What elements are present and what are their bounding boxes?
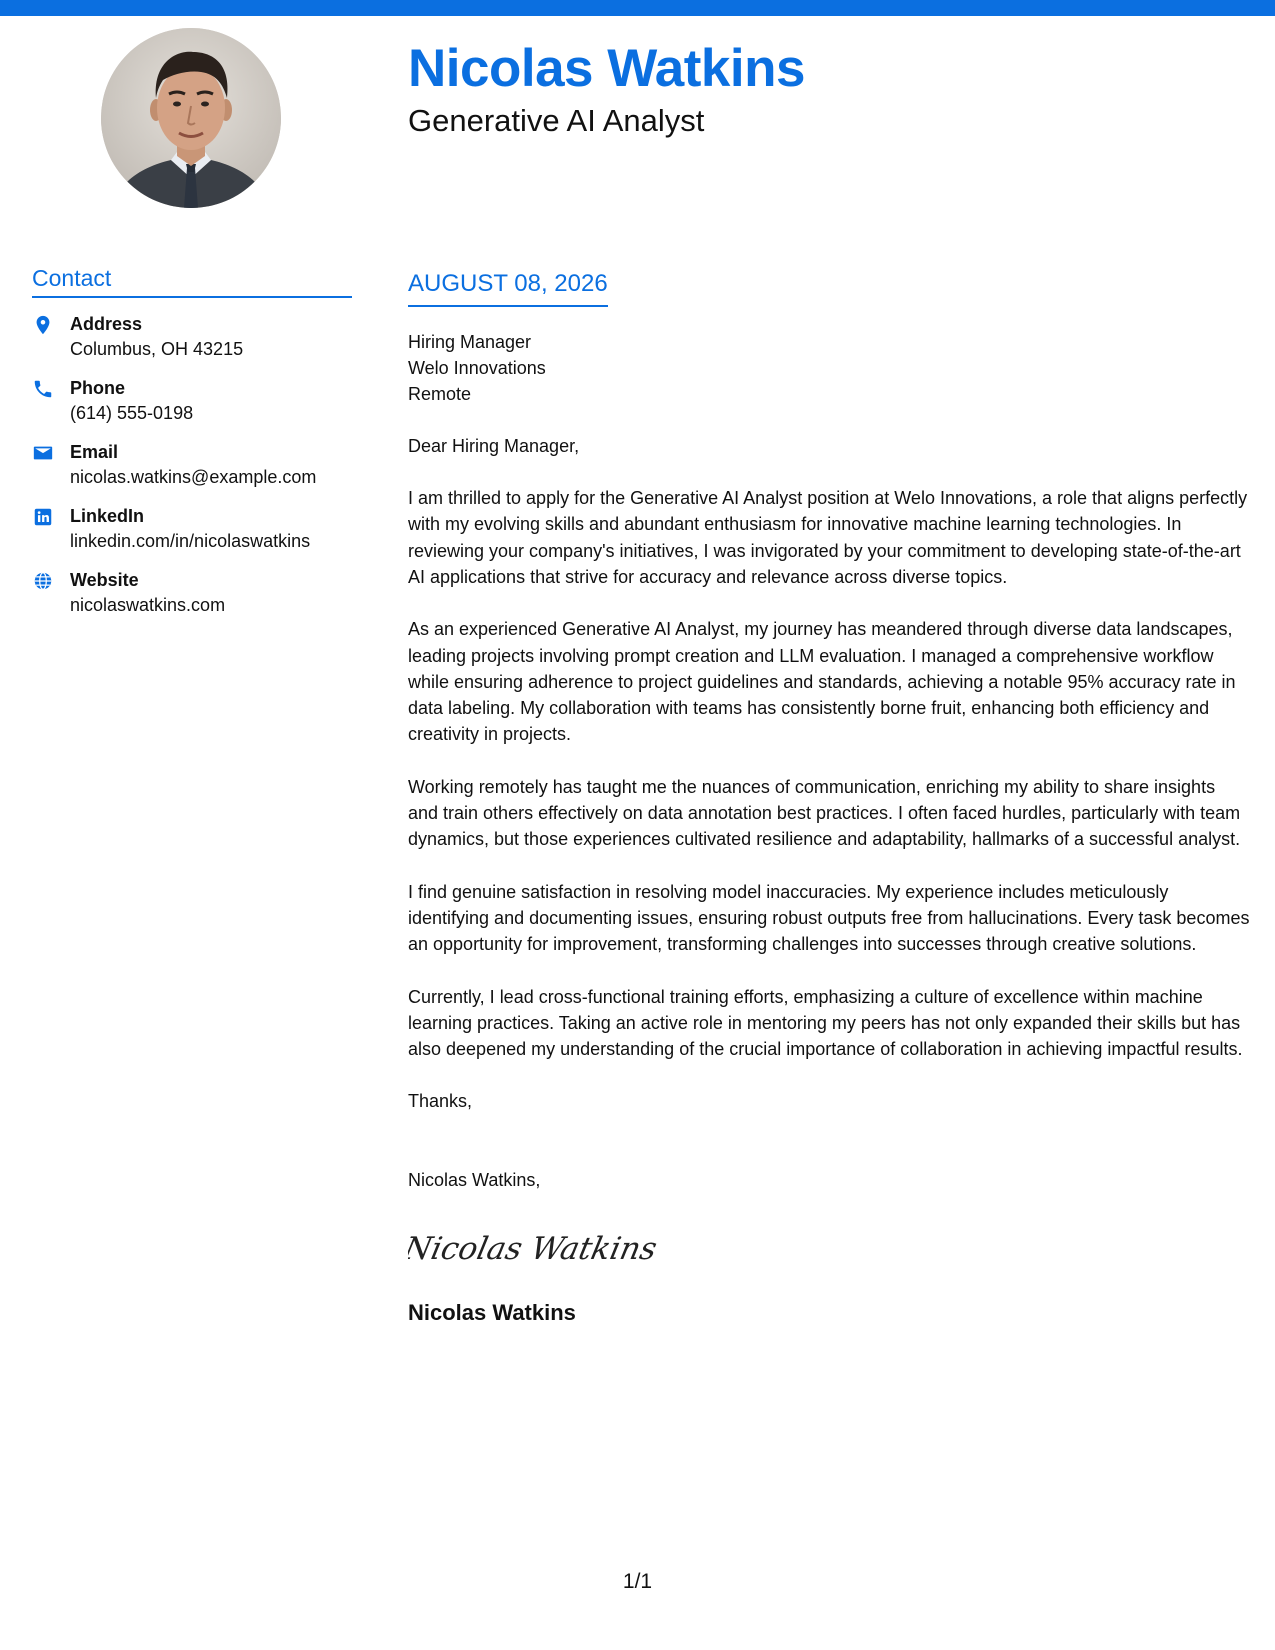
email-value[interactable]: nicolas.watkins@example.com (70, 466, 317, 487)
contact-website (32, 568, 352, 618)
recipient-line: Hiring Manager (408, 331, 532, 352)
contact-heading: Contact (32, 265, 352, 298)
contact-email (32, 440, 352, 490)
candidate-name: Nicolas Watkins (408, 39, 805, 98)
page-number: 1/1 (622, 1570, 653, 1593)
email-label: Email (70, 441, 119, 462)
website-label: Website (70, 569, 139, 590)
recipient-line: Remote (408, 383, 472, 404)
address-value: Columbus, OH 43215 (70, 338, 244, 359)
phone-label: Phone (70, 377, 126, 398)
phone-icon (32, 378, 54, 400)
letter-paragraph: Currently, I lead cross-functional training efforts, emphasizing a culture of excellence within machine learning practices. Taking an active role in mentoring my peers has not only expanded their skills but has also deepened my understanding of the crucial importance of collaboration in achieving impactful results. (408, 986, 1243, 1060)
letter-date: AUGUST 08, 2026 (408, 270, 608, 307)
website-value[interactable]: nicolaswatkins.com (70, 594, 226, 615)
letter-paragraph: Working remotely has taught me the nuances of communication, enriching my ability to share insights and train others effectively on data annotation best practices. I often faced hurdles, particularly with team dynamics, but those experiences cultivated resilience and adaptability, hallmarks of a successful analyst. (408, 776, 1241, 850)
contact-address (32, 312, 352, 362)
letter-paragraph: I find genuine satisfaction in resolving model inaccuracies. My experience includes meticulously identifying and documenting issues, ensuring robust outputs free from hallucinations. Every task becomes an opportunity for improvement, transforming challenges into successes through creative solutions. (408, 881, 1250, 955)
recipient-line: Welo Innovations (408, 357, 546, 378)
letter-paragraph: I am thrilled to apply for the Generative AI Analyst position at Welo Innovations, a role that aligns perfectly with my evolving skills and abundant enthusiasm for innovative machine learning technologies. In reviewing your company's initiatives, I was invigorated by your commitment to developing state-of-the-art AI applications that strive for accuracy and relevance across diverse topics. (408, 488, 1248, 587)
linkedin-label: LinkedIn (70, 505, 145, 526)
globe-icon (32, 570, 54, 592)
linkedin-icon (32, 506, 54, 528)
signoff-name: Nicolas Watkins, (408, 1169, 541, 1190)
top-accent-bar (0, 0, 1275, 16)
contact-linkedin (32, 504, 352, 554)
linkedin-value[interactable]: linkedin.com/in/nicolaswatkins (70, 530, 311, 551)
candidate-title: Generative AI Analyst (408, 103, 705, 138)
letter-paragraph: As an experienced Generative AI Analyst, my journey has meandered through diverse data landscapes, leading projects involving prompt creation and LLM evaluation. I managed a comprehensive workflow while ensuring adherence to project guidelines and standards, achieving a notable 95% accuracy rate in data labeling. My collaboration with teams has consistently borne fruit, enhancing both efficiency and creativity in projects. (408, 619, 1236, 745)
salutation: Dear Hiring Manager, (408, 435, 580, 456)
phone-value[interactable]: (614) 555-0198 (70, 402, 194, 423)
profile-photo (101, 28, 281, 208)
location-pin-icon (32, 314, 54, 336)
recipient-block (408, 329, 1250, 407)
email-icon (32, 442, 54, 464)
signed-name: Nicolas Watkins (408, 1300, 576, 1326)
address-label: Address (70, 313, 143, 334)
contact-sidebar (32, 265, 352, 618)
closing: Thanks, (408, 1091, 473, 1112)
handwritten-signature (408, 1223, 1250, 1278)
svg-text:Nicolas Watkins: Nicolas Watkins (408, 1231, 660, 1267)
contact-phone (32, 376, 352, 426)
letter-body (408, 270, 1250, 1326)
